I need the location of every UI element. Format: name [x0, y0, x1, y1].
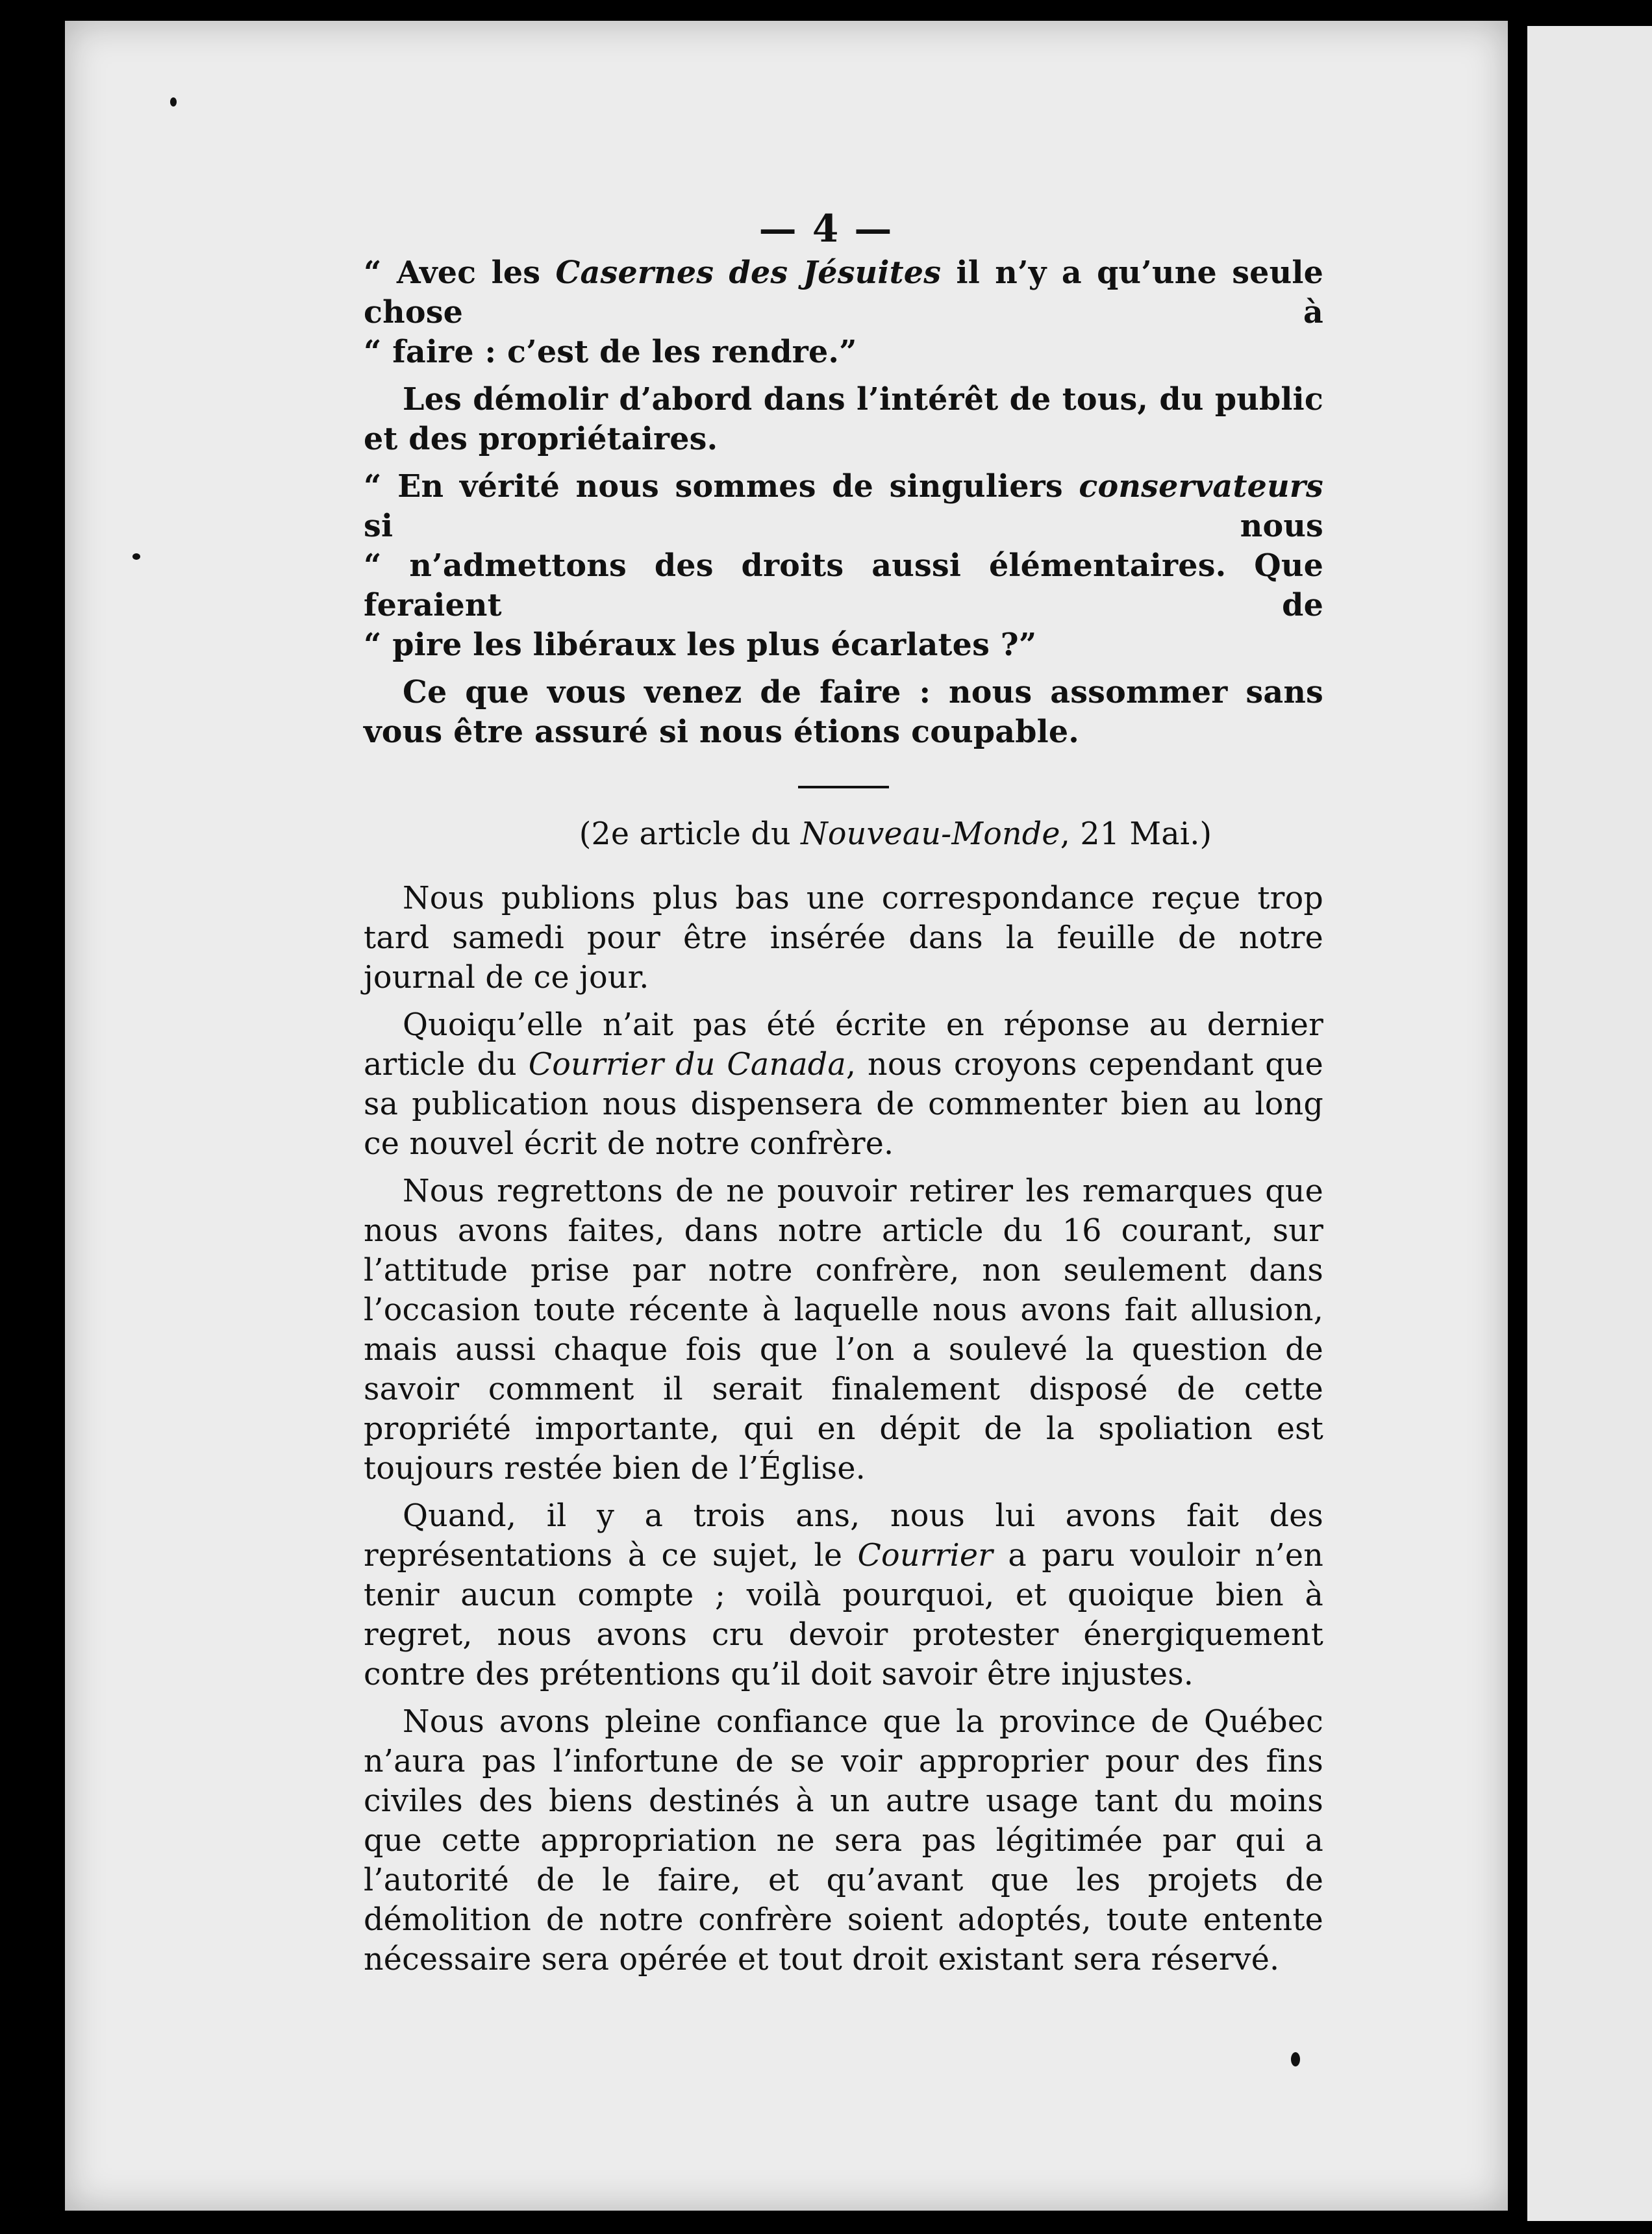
page-number: — 4 —	[758, 207, 894, 251]
quote2-line1-emph: conservateurs	[1079, 468, 1323, 505]
attribution-post: , 21 Mai.)	[1060, 816, 1212, 852]
speck-mark	[170, 97, 177, 107]
body-p2-emph: Courrier du Canada	[528, 1047, 846, 1083]
quote2-line2: “ n’admettons des droits aussi élémentaires. Que feraient de	[364, 547, 1323, 623]
section-divider	[798, 786, 889, 788]
article-text	[364, 253, 1323, 1987]
quote2-line3: “ pire les libéraux les plus écarlates ?”	[364, 627, 1037, 663]
quote2-line1-pre: “ En vérité nous sommes de singuliers	[364, 468, 1079, 505]
quote1-emph: Casernes des Jésuites	[555, 255, 942, 291]
speck-mark	[1291, 2052, 1300, 2066]
attribution-pre: (2e article du	[579, 816, 801, 852]
quote-block-1	[364, 253, 1323, 372]
body-p2-pre: Quoiqu’elle n’ait pas été écrite en réponse au dernier article du	[364, 1007, 1323, 1083]
paragraph-2: Ce que vous venez de faire : nous assommer sans vous être assuré si nous étions coupable.	[364, 674, 1323, 750]
body-paragraph-5: Nous avons pleine confiance que la province de Québec n’aura pas l’infortune de se voir approprier pour des fins civiles des biens destinés à un autre usage tant du moins que cette appropriation ne sera pas légitimée par qui a l’autorité de le faire, et qu’avant que les projets de démolition de notre confrère soient adoptés, toute entente nécessaire sera opérée et tout droit existant sera réservé.	[364, 1704, 1323, 1977]
article-attribution	[364, 814, 1323, 854]
quote2-line1-post: si nous	[364, 508, 1323, 544]
body-p4-pre: Quand, il y a trois ans, nous lui avons fait des représentations à ce sujet, le	[364, 1498, 1323, 1574]
attribution-emph: Nouveau-Monde	[801, 816, 1060, 852]
body-paragraph-2	[364, 1005, 1323, 1164]
speck-mark	[132, 553, 140, 560]
body-paragraph-4	[364, 1496, 1323, 1694]
quote1-line2: “ faire : c’est de les rendre.”	[364, 334, 857, 370]
body-paragraph-1: Nous publions plus bas une correspondance reçue trop tard samedi pour être insérée dans la feuille de notre journal de ce jour.	[364, 881, 1323, 996]
quote1-pre: “ Avec les	[364, 255, 556, 291]
body-p4-emph: Courrier	[857, 1538, 994, 1574]
body-paragraph-3: Nous regrettons de ne pouvoir retirer les remarques que nous avons faites, dans notre article du 16 courant, sur l’attitude prise par notre confrère, non seulement dans l’occasion toute récente à laquelle nous avons fait allusion, mais aussi chaque fois que l’on a soulevé la question de savoir comment il serait finalement disposé de cette propriété importante, qui en dépit de la spoliation est toujours restée bien de l’Église.	[364, 1173, 1323, 1487]
facing-page-edge	[1527, 26, 1652, 2221]
body-p2-post: , nous croyons cependant que sa publication nous dispensera de commenter bien au long ce nouvel écrit de notre confrère.	[364, 1047, 1323, 1162]
body-p4-post: a paru vouloir n’en tenir aucun compte ; voilà pourquoi, et quoique bien à regret, nous avons cru devoir protester énergiquement contre des prétentions qu’il doit savoir être injustes.	[364, 1538, 1323, 1692]
paragraph-1: Les démolir d’abord dans l’intérêt de tous, du public et des propriétaires.	[364, 381, 1323, 457]
quote1-post: il n’y a qu’une seule chose à	[364, 255, 1323, 331]
quote-block-2	[364, 467, 1323, 665]
